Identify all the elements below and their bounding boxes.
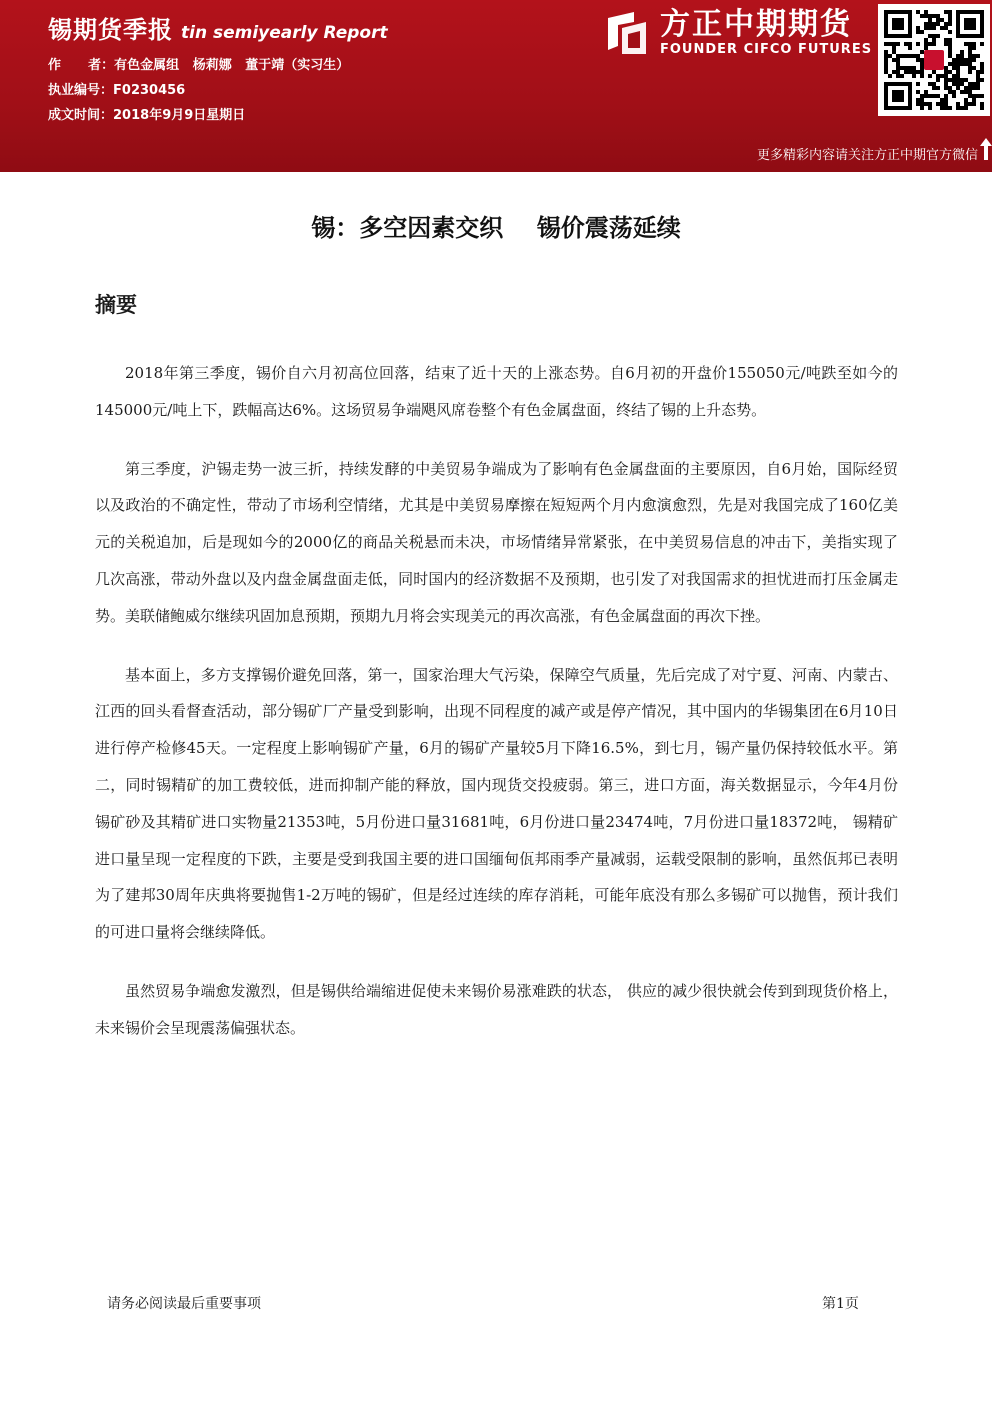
license-line xyxy=(48,78,388,103)
brand-logo-icon xyxy=(604,10,650,56)
paragraph: 第三季度，沪锡走势一波三折，持续发酵的中美贸易争端成为了影响有色金属盘面的主要原因，自6月始，国际经贸以及政治的不确定性，带动了市场利空情绪，尤其是中美贸易摩擦在短短两个月内愈演愈烈，先是对我国完成了160亿美元的关税追加，后是现如今的2000亿的商品关税悬而未决，市场情绪异常紧张，在中美贸易信息的冲击下，美指实现了几次高涨，带动外盘以及内盘金属盘面走低，同时国内的经济数据不及预期，也引发了对我国需求的担忧进而打压金属走势。美联储鲍威尔继续巩固加息预期，预期九月将会实现美元的再次高涨，有色金属盘面的再次下挫。 xyxy=(95,459,898,625)
footer-notice: 请务必阅读最后重要事项 xyxy=(107,1296,261,1312)
license-value: F0230456 xyxy=(113,83,186,98)
paragraph: 2018年第三季度，锡价自六月初高位回落，结束了近十天的上涨态势。自6月初的开盘价155050元/吨跌至如今的145000元/吨上下，跌幅高达6%。这场贸易争端飓风席卷整个有色金属盘面，终结了锡的上升态势。 xyxy=(95,364,898,419)
report-header xyxy=(0,0,992,172)
report-name-en: tin semiyearly Report xyxy=(181,23,388,43)
license-label: 执业编号： xyxy=(48,83,114,98)
follow-wechat-text: 更多精彩内容请关注方正中期官方微信 xyxy=(756,148,978,163)
summary-body xyxy=(95,355,898,1069)
date-label: 成文时间： xyxy=(48,108,114,123)
report-meta xyxy=(48,10,388,128)
author-line xyxy=(48,53,388,78)
brand-name-cn: 方正中期期货 xyxy=(660,7,852,42)
paragraph: 虽然贸易争端愈发激烈，但是锡供给端缩进促使未来锡价易涨难跌的状态， 供应的减少很快就会传到到现货价格上，未来锡价会呈现震荡偏强状态。 xyxy=(95,981,898,1037)
report-name xyxy=(48,10,388,45)
author-label: 作 者： xyxy=(48,58,115,73)
author-value: 有色金属组 杨莉娜 董于靖（实习生） xyxy=(114,58,350,73)
paragraph: 基本面上，多方支撑锡价避免回落，第一，国家治理大气污染，保障空气质量，先后完成了对宁夏、河南、内蒙古、江西的回头看督查活动，部分锡矿厂产量受到影响，出现不同程度的减产或是停产情况，其中国内的华锡集团在6月10日进行停产检修45天。一定程度上影响锡矿产量，6月的锡矿产量较5月下降16.5%，到七月，锡产量仍保持较低水平。第二，同时锡精矿的加工费较低，进而抑制产能的释放，国内现货交投疲弱。第三，进口方面，海关数据显示，今年4月份锡矿砂及其精矿进口实物量21353吨，5月份进口量31681吨，6月份进口量23474吨，7月份进口量18372吨， 锡精矿进口量呈现一定程度的下跌，主要是受到我国主要的进口国缅甸佤邦雨季产量减弱，运载受限制的影响，虽然佤邦已表明为了建邦30周年庆典将要抛售1-2万吨的锡矿，但是经过连续的库存消耗，可能年底没有那么多锡矿可以抛售，预计我们的可进口量将会继续降低。 xyxy=(95,665,898,942)
page-number: 第1页 xyxy=(822,1296,859,1312)
document-title: 锡：多空因素交织 锡价震荡延续 xyxy=(311,214,681,242)
brand-name-en: FOUNDER CIFCO FUTURES xyxy=(660,42,873,57)
brand-text xyxy=(660,8,872,58)
report-name-cn: 锡期货季报 xyxy=(48,16,173,44)
brand xyxy=(604,8,872,58)
qr-code xyxy=(878,4,990,116)
date-value: 2018年9月9日星期日 xyxy=(113,108,246,123)
section-heading-summary: 摘要 xyxy=(95,293,137,317)
up-arrow-icon xyxy=(980,138,992,160)
date-line xyxy=(48,103,388,128)
